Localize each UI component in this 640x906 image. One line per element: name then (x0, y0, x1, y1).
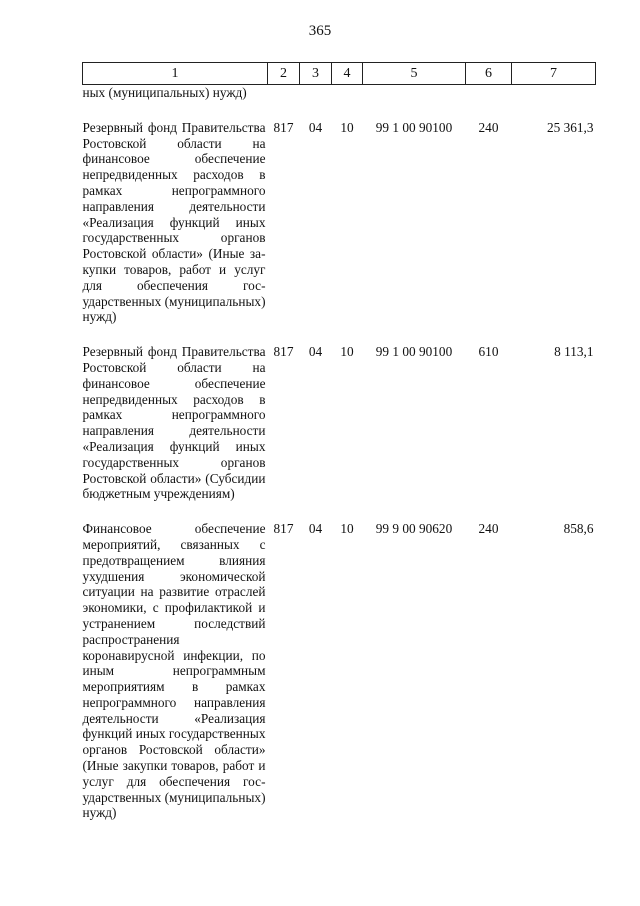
table-row (83, 325, 596, 502)
row-amount: 8 113,1 (554, 344, 594, 360)
row-subsection-code: 10 (340, 344, 354, 360)
column-header-7: 7 (512, 63, 596, 85)
row-expense-type: 610 (478, 344, 499, 360)
row-expense-type (466, 85, 512, 101)
table-row (83, 101, 596, 325)
table-row (83, 502, 596, 821)
row-subsection-code: 10 (340, 521, 354, 537)
column-header-4: 4 (332, 63, 363, 85)
row-subsection-code: 10 (340, 119, 354, 135)
row-section-code: 04 (308, 344, 323, 360)
row-amount: 858,6 (563, 521, 594, 537)
budget-table (82, 62, 596, 821)
column-header-3: 3 (300, 63, 332, 85)
table-header-row (83, 63, 596, 85)
row-target-article: 99 1 00 90100 (375, 119, 453, 135)
row-section-code: 04 (308, 521, 323, 537)
row-description: ных (муниципальных) нужд) (82, 85, 247, 100)
row-target-article: 99 1 00 90100 (375, 344, 453, 360)
row-ministry-code: 817 (273, 344, 294, 360)
column-header-6: 6 (466, 63, 512, 85)
table-row (83, 85, 596, 101)
row-target-article: 99 9 00 90620 (375, 521, 453, 537)
row-expense-type: 240 (478, 521, 499, 537)
row-ministry-code (268, 85, 300, 101)
row-section-code (300, 85, 332, 101)
row-ministry-code: 817 (273, 119, 294, 135)
row-amount (512, 85, 596, 101)
row-section-code: 04 (308, 119, 323, 135)
row-subsection-code (332, 85, 363, 101)
row-target-article (363, 85, 466, 101)
row-amount: 25 361,3 (546, 119, 594, 135)
row-ministry-code: 817 (273, 521, 294, 537)
row-description: Резервный фонд Правительства Ростовской области на финансовое обеспечение непредвиденных расходов в рамках непрограммного направления деятельности «Реализация функций иных государственных органов Ростовской области» (Иные закупки товаров, работ и услуг для обеспечения государственных (муниципальных) нужд) (82, 119, 266, 325)
row-description: Финансовое обеспечение мероприятий, связанных с предотвращением влияния ухудшения экономической ситуации на развитие отраслей экономики, с профилактикой и устранением последствий распространения коронавирусной инфекции, по иным непрограммным мероприятиям в рамках непрограммного направления деятельности «Реализация функций иных государственных органов Ростовской области» (Иные закупки товаров, работ и услуг для обеспечения государственных (муниципальных) нужд) (82, 521, 266, 821)
column-header-1: 1 (83, 63, 268, 85)
column-header-2: 2 (268, 63, 300, 85)
row-expense-type: 240 (478, 119, 499, 135)
column-header-5: 5 (363, 63, 466, 85)
page-number: 365 (308, 23, 332, 39)
row-description: Резервный фонд Правительства Ростовской области на финансовое обеспечение непредвиденных расходов в рамках непрограммного направления деятельности «Реализация функций иных государственных органов Ростовской области» (Субсидии бюджетным учреждениям) (82, 344, 266, 502)
